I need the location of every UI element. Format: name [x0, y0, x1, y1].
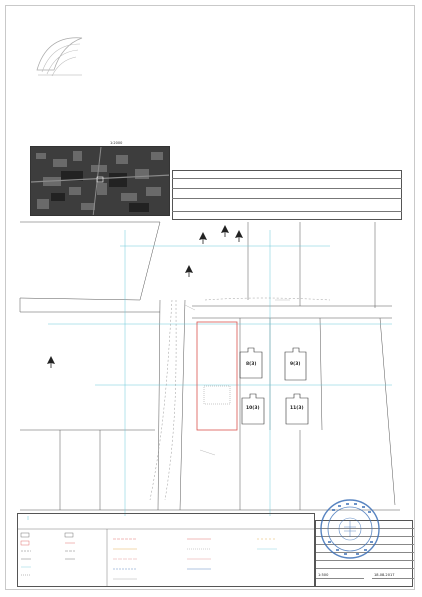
legend-symbols	[17, 513, 315, 587]
tree-icon	[46, 356, 56, 368]
title-block-row	[316, 561, 414, 569]
plot-label: 9(3)	[290, 362, 301, 367]
round-seal-icon	[318, 497, 382, 561]
tree-icon	[234, 230, 244, 242]
tree-icon	[220, 225, 230, 237]
map-scale: 1:500	[316, 571, 364, 579]
tree-icon	[184, 265, 194, 277]
plot-label: 10(3)	[246, 406, 260, 411]
tree-icon	[198, 232, 208, 244]
map-date: 18.08.2017	[372, 571, 414, 579]
plot-label: 11(3)	[290, 406, 304, 411]
plot-label: 8(3)	[246, 362, 257, 367]
title-block-footer	[316, 579, 414, 587]
photo-scale: 1:2000	[110, 141, 123, 145]
